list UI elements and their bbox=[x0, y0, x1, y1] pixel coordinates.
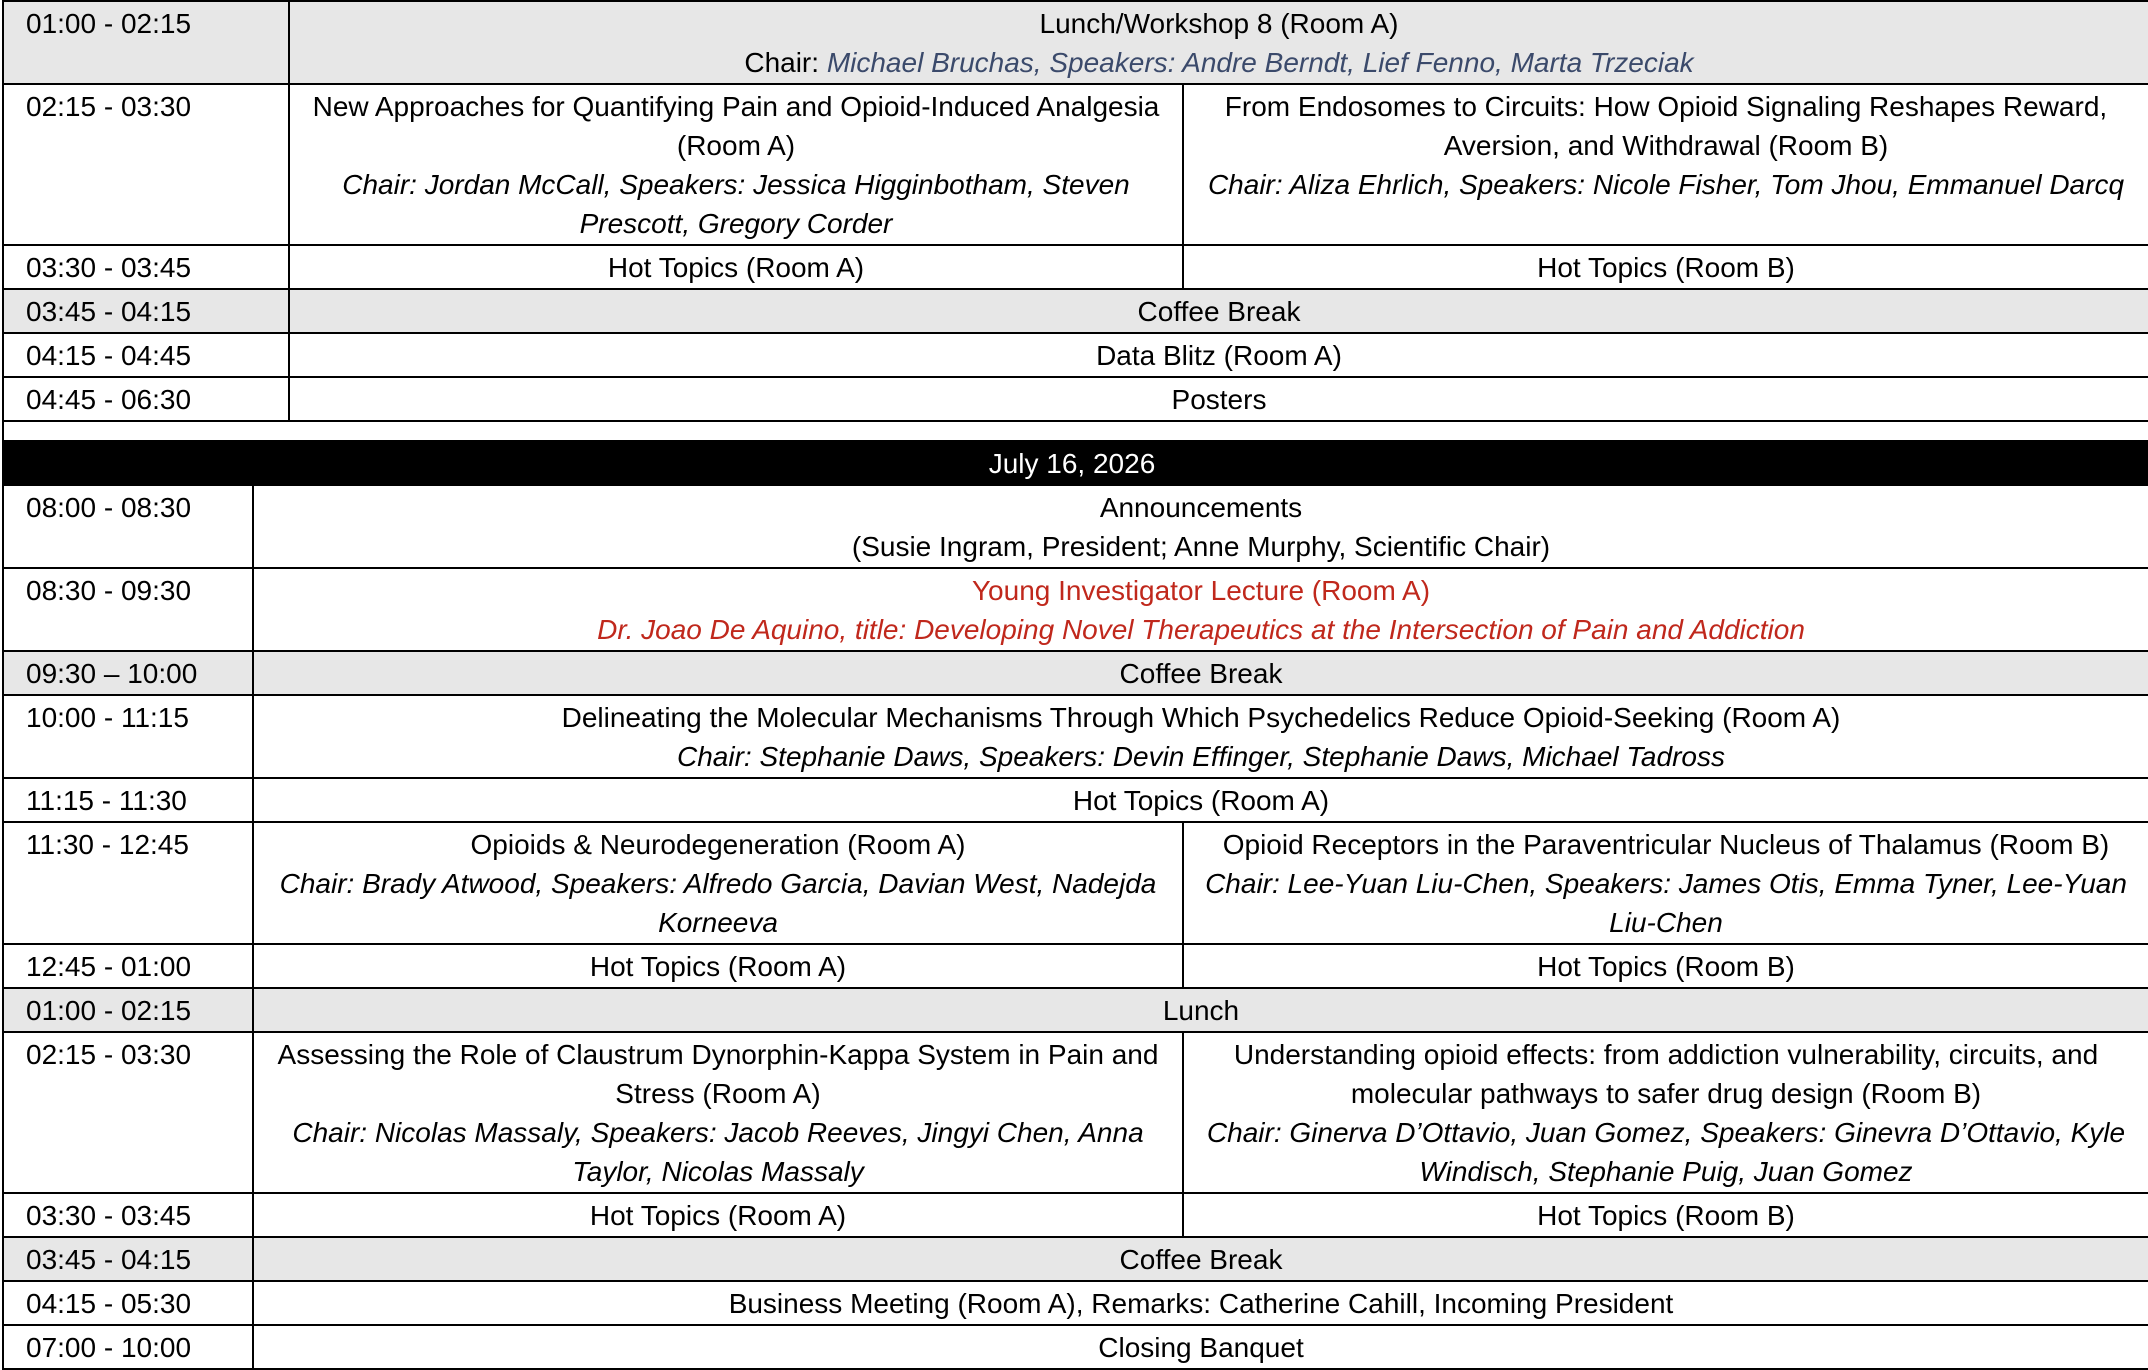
session-cell-room-b bbox=[1183, 1032, 2148, 1193]
session-cell-room-a: Hot Topics (Room A) bbox=[289, 245, 1183, 289]
session-title: Young Investigator Lecture (Room A) bbox=[971, 575, 1431, 606]
session-cell: Data Blitz (Room A) bbox=[289, 333, 2148, 377]
session-title: Opioid Receptors in the Paraventricular Nucleus of Thalamus (Room B) bbox=[1222, 829, 2110, 860]
schedule-row bbox=[3, 822, 2148, 944]
time-cell: 03:30 - 03:45 bbox=[3, 245, 289, 289]
schedule-table-day2 bbox=[2, 440, 2148, 1370]
schedule-row bbox=[3, 1281, 2148, 1325]
schedule-row bbox=[3, 695, 2148, 778]
schedule-row bbox=[3, 1325, 2148, 1369]
schedule-row bbox=[3, 944, 2148, 988]
time-cell: 03:45 - 04:15 bbox=[3, 1237, 253, 1281]
session-chair: Chair: Lee-Yuan Liu-Chen, Speakers: James Otis, Emma Tyner, Lee-Yuan Liu-Chen bbox=[1205, 868, 2127, 938]
day-separator bbox=[2, 400, 2148, 440]
time-cell: 01:00 - 02:15 bbox=[3, 1, 289, 84]
time-cell: 03:45 - 04:15 bbox=[3, 289, 289, 333]
session-subtitle: (Susie Ingram, President; Anne Murphy, Scientific Chair) bbox=[851, 531, 1551, 562]
time-cell: 11:15 - 11:30 bbox=[3, 778, 253, 822]
session-chair: Chair: Aliza Ehrlich, Speakers: Nicole Fisher, Tom Jhou, Emmanuel Darcq bbox=[1207, 169, 2125, 200]
time-cell: 07:00 - 10:00 bbox=[3, 1325, 253, 1369]
time-cell: 02:15 - 03:30 bbox=[3, 1032, 253, 1193]
session-title: Opioids & Neurodegeneration (Room A) bbox=[470, 829, 966, 860]
schedule-row bbox=[3, 1, 2148, 84]
schedule-table-day1 bbox=[2, 0, 2148, 422]
schedule-row bbox=[3, 988, 2148, 1032]
time-cell: 04:45 - 06:30 bbox=[3, 377, 289, 421]
schedule-row bbox=[3, 485, 2148, 568]
date-header: July 16, 2026 bbox=[3, 441, 2148, 485]
session-cell: Posters bbox=[289, 377, 2148, 421]
session-cell: Lunch bbox=[253, 988, 2148, 1032]
session-title: Delineating the Molecular Mechanisms Through Which Psychedelics Reduce Opioid-Seeking (Room A) bbox=[561, 702, 1841, 733]
session-cell-room-a: Hot Topics (Room A) bbox=[253, 1193, 1183, 1237]
schedule-row bbox=[3, 1237, 2148, 1281]
chair-prefix: Chair: bbox=[744, 47, 827, 78]
time-cell: 11:30 - 12:45 bbox=[3, 822, 253, 944]
schedule-row bbox=[3, 333, 2148, 377]
session-cell: Coffee Break bbox=[289, 289, 2148, 333]
time-cell: 10:00 - 11:15 bbox=[3, 695, 253, 778]
session-cell-room-b bbox=[1183, 84, 2148, 245]
session-cell: Coffee Break bbox=[253, 1237, 2148, 1281]
session-chair: Chair: Stephanie Daws, Speakers: Devin Effinger, Stephanie Daws, Michael Tadross bbox=[677, 741, 1725, 772]
schedule-row bbox=[3, 568, 2148, 651]
schedule-row bbox=[3, 651, 2148, 695]
session-chair bbox=[298, 43, 2140, 82]
session-cell-room-b bbox=[1183, 822, 2148, 944]
session-cell-room-a bbox=[289, 84, 1183, 245]
session-cell-room-a bbox=[253, 1032, 1183, 1193]
time-cell: 04:15 - 05:30 bbox=[3, 1281, 253, 1325]
session-cell-room-a: Hot Topics (Room A) bbox=[253, 944, 1183, 988]
session-cell bbox=[253, 695, 2148, 778]
session-cell-room-a bbox=[253, 822, 1183, 944]
time-cell: 08:30 - 09:30 bbox=[3, 568, 253, 651]
time-cell: 09:30 – 10:00 bbox=[3, 651, 253, 695]
session-chair: Chair: Brady Atwood, Speakers: Alfredo Garcia, Davian West, Nadejda Korneeva bbox=[279, 868, 1157, 938]
session-cell bbox=[289, 1, 2148, 84]
session-title: Lunch/Workshop 8 (Room A) bbox=[1039, 8, 1399, 39]
schedule-row bbox=[3, 778, 2148, 822]
session-title: Announcements bbox=[1099, 492, 1303, 523]
session-cell: Business Meeting (Room A), Remarks: Catherine Cahill, Incoming President bbox=[253, 1281, 2148, 1325]
session-title: Assessing the Role of Claustrum Dynorphin-Kappa System in Pain and Stress (Room A) bbox=[277, 1039, 1159, 1109]
schedule-row bbox=[3, 1032, 2148, 1193]
time-cell: 08:00 - 08:30 bbox=[3, 485, 253, 568]
date-header-row bbox=[3, 441, 2148, 485]
schedule-row bbox=[3, 1193, 2148, 1237]
session-title: New Approaches for Quantifying Pain and Opioid-Induced Analgesia (Room A) bbox=[312, 91, 1160, 161]
schedule-row bbox=[3, 289, 2148, 333]
session-chair: Chair: Jordan McCall, Speakers: Jessica Higginbotham, Steven Prescott, Gregory Corder bbox=[342, 169, 1130, 239]
session-cell: Hot Topics (Room A) bbox=[253, 778, 2148, 822]
session-cell-room-b: Hot Topics (Room B) bbox=[1183, 944, 2148, 988]
session-cell: Coffee Break bbox=[253, 651, 2148, 695]
schedule-row bbox=[3, 245, 2148, 289]
time-cell: 03:30 - 03:45 bbox=[3, 1193, 253, 1237]
time-cell: 12:45 - 01:00 bbox=[3, 944, 253, 988]
time-cell: 01:00 - 02:15 bbox=[3, 988, 253, 1032]
session-title: Understanding opioid effects: from addiction vulnerability, circuits, and molecular pathways to safer drug design (Room B) bbox=[1233, 1039, 2099, 1109]
session-cell: Closing Banquet bbox=[253, 1325, 2148, 1369]
session-cell-lecture bbox=[253, 568, 2148, 651]
time-cell: 02:15 - 03:30 bbox=[3, 84, 289, 245]
chair-names: Michael Bruchas, Speakers: Andre Berndt, Lief Fenno, Marta Trzeciak bbox=[826, 47, 1694, 78]
session-title: From Endosomes to Circuits: How Opioid Signaling Reshapes Reward, Aversion, and Withdrawal (Room B) bbox=[1224, 91, 2108, 161]
session-chair: Chair: Nicolas Massaly, Speakers: Jacob Reeves, Jingyi Chen, Anna Taylor, Nicolas Massaly bbox=[292, 1117, 1144, 1187]
schedule-row bbox=[3, 84, 2148, 245]
session-chair: Chair: Ginerva D’Ottavio, Juan Gomez, Speakers: Ginevra D’Ottavio, Kyle Windisch, Stephanie Puig, Juan Gomez bbox=[1206, 1117, 2126, 1187]
session-cell-room-b: Hot Topics (Room B) bbox=[1183, 1193, 2148, 1237]
time-cell: 04:15 - 04:45 bbox=[3, 333, 289, 377]
lecture-speaker: Dr. Joao De Aquino, title: Developing Novel Therapeutics at the Intersection of Pain and Addiction bbox=[597, 614, 1805, 645]
session-cell bbox=[253, 485, 2148, 568]
session-cell-room-b: Hot Topics (Room B) bbox=[1183, 245, 2148, 289]
